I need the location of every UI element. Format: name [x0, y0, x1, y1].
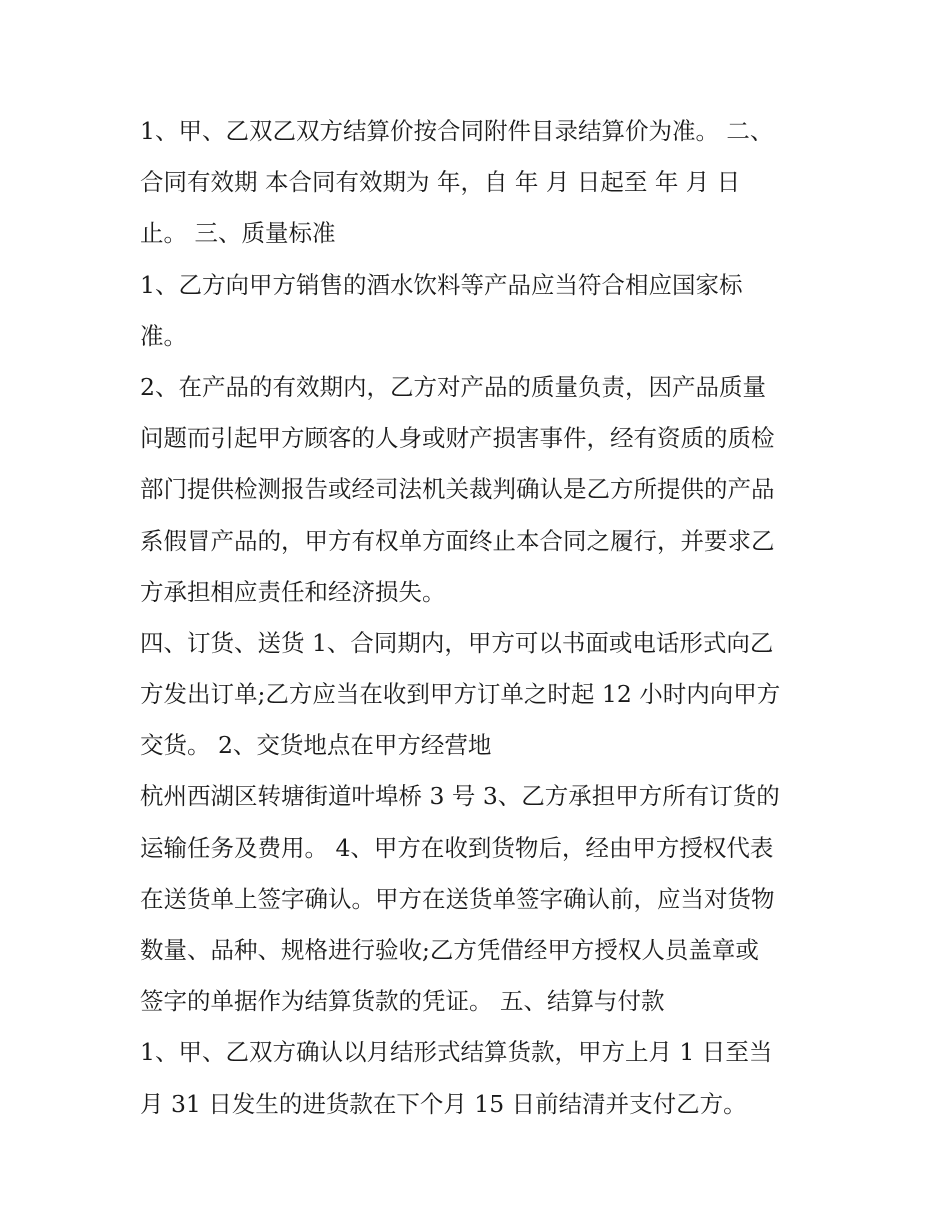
- text-line: 交货。 2、交货地点在甲方经营地: [140, 731, 492, 760]
- text-line: 准。: [140, 321, 187, 350]
- text-line: 2、在产品的有效期内，乙方对产品的质量负责，因产品质量: [140, 372, 766, 401]
- contract-body-text: [140, 106, 820, 1130]
- text-line: 月 31 日发生的进货款在下个月 15 日前结清并支付乙方。: [140, 1089, 747, 1118]
- text-line: 止。 三、质量标准: [140, 219, 336, 248]
- text-line: 方承担相应责任和经济损失。: [140, 577, 446, 606]
- text-line: 杭州西湖区转塘街道叶埠桥 3 号 3、乙方承担甲方所有订货的: [140, 782, 780, 811]
- text-line: 在送货单上签字确认。甲方在送货单签字确认前，应当对货物: [140, 884, 775, 913]
- text-line: 运输任务及费用。 4、甲方在收到货物后，经由甲方授权代表: [140, 833, 774, 862]
- text-line: 系假冒产品的，甲方有权单方面终止本合同之履行，并要求乙: [140, 526, 775, 555]
- text-line: 合同有效期 本合同有效期为 年，自 年 月 日起至 年 月 日: [140, 168, 741, 197]
- text-line: 1、甲、乙双乙双方结算价按合同附件目录结算价为准。 二、: [140, 117, 774, 145]
- text-line: 四、订货、送货 1、合同期内，甲方可以书面或电话形式向乙: [140, 628, 774, 657]
- text-line: 问题而引起甲方顾客的人身或财产损害事件，经有资质的质检: [140, 424, 775, 453]
- text-line: 1、甲、乙双方确认以月结形式结算货款，甲方上月 1 日至当: [140, 1038, 773, 1067]
- text-line: 方发出订单;乙方应当在收到甲方订单之时起 12 小时内向甲方: [140, 680, 781, 709]
- text-line: 数量、品种、规格进行验收;乙方凭借经甲方授权人员盖章或: [140, 936, 759, 964]
- text-line: 1、乙方向甲方销售的酒水饮料等产品应当符合相应国家标: [140, 270, 743, 299]
- text-line: 签字的单据作为结算货款的凭证。 五、结算与付款: [140, 987, 665, 1016]
- text-line: 部门提供检测报告或经司法机关裁判确认是乙方所提供的产品: [140, 475, 775, 504]
